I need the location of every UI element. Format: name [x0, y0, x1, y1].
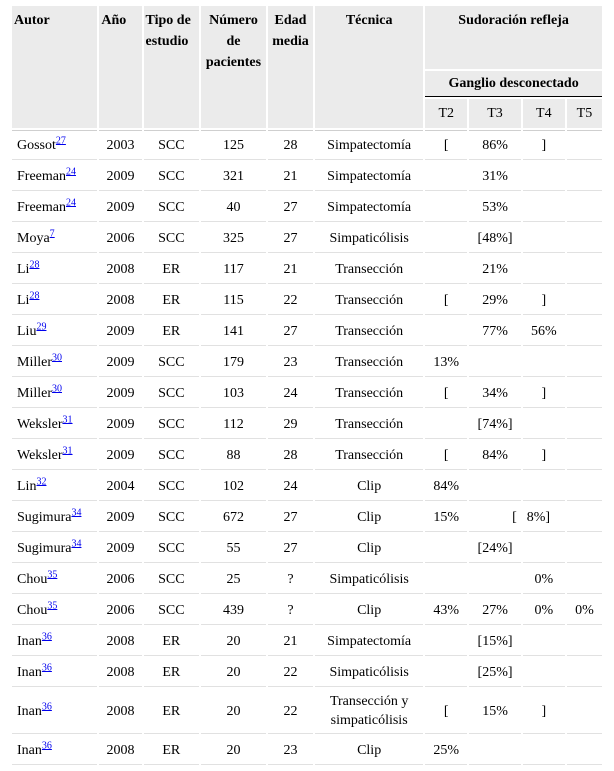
cell-age: 24	[268, 379, 313, 408]
reference-link[interactable]: 24	[65, 165, 76, 177]
cell-type: SCC	[144, 565, 200, 594]
cell-t5	[567, 255, 602, 284]
cell-t3: [25%]	[469, 658, 520, 687]
cell-age: 23	[268, 736, 313, 765]
table-row	[12, 596, 602, 625]
cell-t3	[469, 472, 520, 501]
cell-t3: 31%	[469, 162, 520, 191]
table-row	[12, 565, 602, 594]
cell-age: ?	[268, 596, 313, 625]
cell-t3	[469, 348, 520, 377]
cell-t3: 86%	[469, 130, 520, 160]
reference-link[interactable]: 24	[65, 196, 76, 208]
author-name: Li	[17, 261, 30, 277]
reference-link[interactable]: 34	[71, 537, 82, 549]
author-name: Li	[17, 292, 30, 308]
table-row	[12, 255, 602, 284]
cell-author	[12, 441, 97, 470]
cell-patients: 20	[201, 658, 266, 687]
cell-age: 29	[268, 410, 313, 439]
author-name: Freeman	[17, 199, 66, 215]
sweating-table	[10, 4, 604, 767]
cell-technique: Clip	[315, 596, 423, 625]
header-edad: Edad media	[268, 6, 313, 128]
cell-age: ?	[268, 565, 313, 594]
cell-author	[12, 193, 97, 222]
cell-year: 2008	[99, 689, 141, 734]
header-t3: T3	[469, 99, 520, 128]
cell-patients: 103	[201, 379, 266, 408]
cell-technique: Transección	[315, 410, 423, 439]
cell-t4: 8%]	[523, 503, 565, 532]
table-row	[12, 130, 602, 160]
cell-age: 21	[268, 255, 313, 284]
cell-t3: 84%	[469, 441, 520, 470]
cell-type: SCC	[144, 472, 200, 501]
cell-author	[12, 565, 97, 594]
table-row	[12, 627, 602, 656]
cell-author	[12, 162, 97, 191]
table-row	[12, 162, 602, 191]
cell-t4: ]	[523, 379, 565, 408]
cell-patients: 112	[201, 410, 266, 439]
cell-year: 2004	[99, 472, 141, 501]
reference-link[interactable]: 30	[52, 351, 62, 363]
cell-author	[12, 224, 97, 253]
cell-type: SCC	[144, 193, 200, 222]
table-row	[12, 224, 602, 253]
cell-patients: 20	[201, 736, 266, 765]
reference-link[interactable]: 28	[29, 258, 40, 270]
cell-t5	[567, 441, 602, 470]
cell-t2: 15%	[425, 503, 467, 532]
cell-t2: [	[425, 130, 467, 160]
author-name: Miller	[17, 354, 52, 370]
cell-technique: Simpatectomía	[315, 162, 423, 191]
cell-t4: 56%	[523, 317, 565, 346]
cell-t3: 21%	[469, 255, 520, 284]
reference-link[interactable]: 7	[49, 227, 55, 239]
cell-t3	[469, 565, 520, 594]
cell-type: ER	[144, 286, 200, 315]
cell-t4: ]	[523, 441, 565, 470]
table-row	[12, 503, 602, 532]
cell-t5	[567, 472, 602, 501]
cell-age: 28	[268, 441, 313, 470]
cell-author	[12, 736, 97, 765]
cell-patients: 125	[201, 130, 266, 160]
cell-author	[12, 255, 97, 284]
cell-t3	[469, 736, 520, 765]
cell-type: SCC	[144, 348, 200, 377]
cell-age: 23	[268, 348, 313, 377]
author-name: Chou	[17, 571, 48, 587]
cell-t3: 29%	[469, 286, 520, 315]
cell-year: 2006	[99, 224, 141, 253]
table-row	[12, 410, 602, 439]
cell-t5	[567, 658, 602, 687]
cell-t2: [	[425, 689, 467, 734]
cell-technique: Clip	[315, 503, 423, 532]
reference-link[interactable]: 32	[36, 475, 47, 487]
cell-author	[12, 410, 97, 439]
cell-year: 2006	[99, 596, 141, 625]
cell-t3: 77%	[469, 317, 520, 346]
cell-t4	[523, 162, 565, 191]
author-name: Chou	[17, 602, 48, 618]
cell-t2	[425, 193, 467, 222]
cell-t2	[425, 658, 467, 687]
header-t5: T5	[567, 99, 602, 128]
reference-link[interactable]: 36	[41, 661, 52, 673]
cell-patients: 20	[201, 627, 266, 656]
cell-patients: 25	[201, 565, 266, 594]
cell-patients: 117	[201, 255, 266, 284]
reference-link[interactable]: 36	[41, 739, 52, 751]
cell-type: SCC	[144, 410, 200, 439]
author-name: Moya	[17, 230, 50, 246]
reference-link[interactable]: 35	[47, 599, 58, 611]
cell-t5	[567, 224, 602, 253]
cell-t4	[523, 193, 565, 222]
cell-age: 22	[268, 658, 313, 687]
cell-t4	[523, 472, 565, 501]
cell-t2	[425, 565, 467, 594]
cell-t5	[567, 317, 602, 346]
header-numero: Número de pacientes	[201, 6, 266, 128]
cell-t4	[523, 534, 565, 563]
author-name: Lin	[17, 478, 37, 494]
cell-t2	[425, 224, 467, 253]
cell-age: 27	[268, 317, 313, 346]
cell-technique: Simpaticólisis	[315, 224, 423, 253]
cell-t4: ]	[523, 130, 565, 160]
cell-author	[12, 472, 97, 501]
cell-t2: [	[425, 441, 467, 470]
cell-type: SCC	[144, 224, 200, 253]
cell-t5	[567, 565, 602, 594]
cell-year: 2009	[99, 193, 141, 222]
cell-technique: Transección	[315, 317, 423, 346]
header-ganglio: Ganglio desconectado	[425, 71, 602, 97]
cell-type: ER	[144, 255, 200, 284]
cell-t4	[523, 736, 565, 765]
author-name: Miller	[17, 385, 52, 401]
reference-link[interactable]: 31	[62, 413, 73, 425]
cell-year: 2008	[99, 286, 141, 315]
cell-technique: Transección	[315, 441, 423, 470]
cell-t3: [74%]	[469, 410, 520, 439]
cell-age: 21	[268, 627, 313, 656]
table-row	[12, 736, 602, 765]
author-name: Liu	[17, 323, 37, 339]
cell-age: 27	[268, 534, 313, 563]
cell-t4: ]	[523, 689, 565, 734]
cell-age: 24	[268, 472, 313, 501]
cell-author	[12, 348, 97, 377]
cell-author	[12, 503, 97, 532]
cell-t2: 84%	[425, 472, 467, 501]
cell-t5	[567, 534, 602, 563]
table-row	[12, 534, 602, 563]
cell-year: 2009	[99, 441, 141, 470]
cell-author	[12, 317, 97, 346]
cell-patients: 321	[201, 162, 266, 191]
reference-link[interactable]: 29	[36, 320, 47, 332]
cell-author	[12, 627, 97, 656]
reference-link[interactable]: 34	[71, 506, 82, 518]
table-row	[12, 658, 602, 687]
cell-year: 2008	[99, 658, 141, 687]
cell-t5	[567, 689, 602, 734]
cell-author	[12, 379, 97, 408]
cell-author	[12, 534, 97, 563]
cell-t4	[523, 410, 565, 439]
cell-technique: Transección	[315, 379, 423, 408]
cell-type: SCC	[144, 534, 200, 563]
cell-type: SCC	[144, 503, 200, 532]
cell-t5	[567, 503, 602, 532]
cell-year: 2009	[99, 317, 141, 346]
cell-type: ER	[144, 627, 200, 656]
cell-type: SCC	[144, 441, 200, 470]
table-row	[12, 193, 602, 222]
cell-age: 28	[268, 130, 313, 160]
cell-technique: Clip	[315, 472, 423, 501]
cell-t3: 15%	[469, 689, 520, 734]
cell-patients: 179	[201, 348, 266, 377]
cell-t3: [24%]	[469, 534, 520, 563]
author-name: Weksler	[17, 416, 63, 432]
reference-link[interactable]: 30	[52, 382, 62, 394]
cell-technique: Clip	[315, 736, 423, 765]
cell-age: 27	[268, 224, 313, 253]
cell-t5	[567, 130, 602, 160]
cell-patients: 672	[201, 503, 266, 532]
cell-t4	[523, 255, 565, 284]
cell-t5	[567, 410, 602, 439]
reference-link[interactable]: 35	[47, 568, 58, 580]
table-row	[12, 317, 602, 346]
table-row	[12, 689, 602, 734]
cell-t5	[567, 286, 602, 315]
cell-age: 22	[268, 689, 313, 734]
header-autor: Autor	[12, 6, 97, 128]
table-row	[12, 286, 602, 315]
cell-t2	[425, 255, 467, 284]
cell-technique: Simpatectomía	[315, 130, 423, 160]
table-row	[12, 379, 602, 408]
cell-age: 21	[268, 162, 313, 191]
author-name: Sugimura	[17, 540, 72, 556]
cell-t4	[523, 348, 565, 377]
cell-t3: [15%]	[469, 627, 520, 656]
cell-technique: Transección	[315, 286, 423, 315]
cell-age: 22	[268, 286, 313, 315]
cell-t5	[567, 627, 602, 656]
cell-technique: Simpatectomía	[315, 193, 423, 222]
cell-patients: 115	[201, 286, 266, 315]
cell-t4	[523, 658, 565, 687]
reference-link[interactable]: 27	[55, 134, 66, 146]
cell-year: 2009	[99, 162, 141, 191]
cell-t2: [	[425, 286, 467, 315]
cell-t4: 0%	[523, 596, 565, 625]
cell-technique: Simpaticólisis	[315, 658, 423, 687]
cell-age: 27	[268, 193, 313, 222]
cell-year: 2009	[99, 503, 141, 532]
cell-technique: Transección	[315, 348, 423, 377]
author-name: Inan	[17, 664, 42, 680]
cell-t2	[425, 627, 467, 656]
cell-author	[12, 286, 97, 315]
cell-year: 2008	[99, 627, 141, 656]
cell-age: 27	[268, 503, 313, 532]
header-tipo: Tipo de estudio	[144, 6, 200, 128]
cell-t5	[567, 193, 602, 222]
cell-t3: 27%	[469, 596, 520, 625]
header-t4: T4	[523, 99, 565, 128]
cell-t2: 43%	[425, 596, 467, 625]
reference-link[interactable]: 36	[41, 630, 52, 642]
table-row	[12, 441, 602, 470]
table-row	[12, 348, 602, 377]
author-name: Inan	[17, 703, 42, 719]
cell-patients: 325	[201, 224, 266, 253]
cell-t2	[425, 162, 467, 191]
cell-t5	[567, 348, 602, 377]
cell-t4: ]	[523, 286, 565, 315]
cell-technique: Simpatectomía	[315, 627, 423, 656]
cell-t2: [	[425, 379, 467, 408]
cell-year: 2008	[99, 255, 141, 284]
cell-year: 2006	[99, 565, 141, 594]
header-anio: Año	[99, 6, 141, 128]
cell-t2	[425, 317, 467, 346]
cell-patients: 439	[201, 596, 266, 625]
cell-patients: 20	[201, 689, 266, 734]
cell-t4	[523, 224, 565, 253]
cell-patients: 88	[201, 441, 266, 470]
cell-type: ER	[144, 689, 200, 734]
author-name: Sugimura	[17, 509, 72, 525]
header-tecnica: Técnica	[315, 6, 423, 128]
cell-author	[12, 689, 97, 734]
cell-t3: [	[469, 503, 520, 532]
cell-year: 2009	[99, 348, 141, 377]
cell-type: ER	[144, 736, 200, 765]
cell-type: SCC	[144, 379, 200, 408]
author-name: Gossot	[17, 137, 56, 153]
cell-t2: 25%	[425, 736, 467, 765]
reference-link[interactable]: 28	[29, 289, 40, 301]
cell-type: ER	[144, 658, 200, 687]
cell-type: SCC	[144, 162, 200, 191]
cell-t3: 53%	[469, 193, 520, 222]
cell-technique: Simpaticólisis	[315, 565, 423, 594]
cell-patients: 40	[201, 193, 266, 222]
table-row	[12, 472, 602, 501]
cell-patients: 55	[201, 534, 266, 563]
reference-link[interactable]: 31	[62, 444, 73, 456]
cell-year: 2009	[99, 379, 141, 408]
cell-type: ER	[144, 317, 200, 346]
cell-t4	[523, 627, 565, 656]
cell-author	[12, 658, 97, 687]
cell-t2	[425, 410, 467, 439]
cell-t5	[567, 162, 602, 191]
cell-t4: 0%	[523, 565, 565, 594]
cell-author	[12, 596, 97, 625]
author-name: Freeman	[17, 168, 66, 184]
cell-t2	[425, 534, 467, 563]
cell-patients: 102	[201, 472, 266, 501]
cell-author	[12, 130, 97, 160]
cell-t5: 0%	[567, 596, 602, 625]
cell-technique: Transección	[315, 255, 423, 284]
header-sudoracion: Sudoración refleja	[425, 6, 602, 69]
cell-year: 2009	[99, 410, 141, 439]
author-name: Inan	[17, 633, 42, 649]
header-t2: T2	[425, 99, 467, 128]
cell-t3: [48%]	[469, 224, 520, 253]
cell-t5	[567, 379, 602, 408]
cell-patients: 141	[201, 317, 266, 346]
cell-year: 2003	[99, 130, 141, 160]
cell-type: SCC	[144, 596, 200, 625]
cell-technique: Clip	[315, 534, 423, 563]
reference-link[interactable]: 36	[41, 700, 52, 712]
author-name: Inan	[17, 742, 42, 758]
cell-year: 2009	[99, 534, 141, 563]
cell-t5	[567, 736, 602, 765]
table-body	[12, 130, 602, 765]
author-name: Weksler	[17, 447, 63, 463]
cell-technique: Transección y simpaticólisis	[315, 689, 423, 734]
cell-t2: 13%	[425, 348, 467, 377]
cell-t3: 34%	[469, 379, 520, 408]
cell-year: 2008	[99, 736, 141, 765]
cell-type: SCC	[144, 130, 200, 160]
